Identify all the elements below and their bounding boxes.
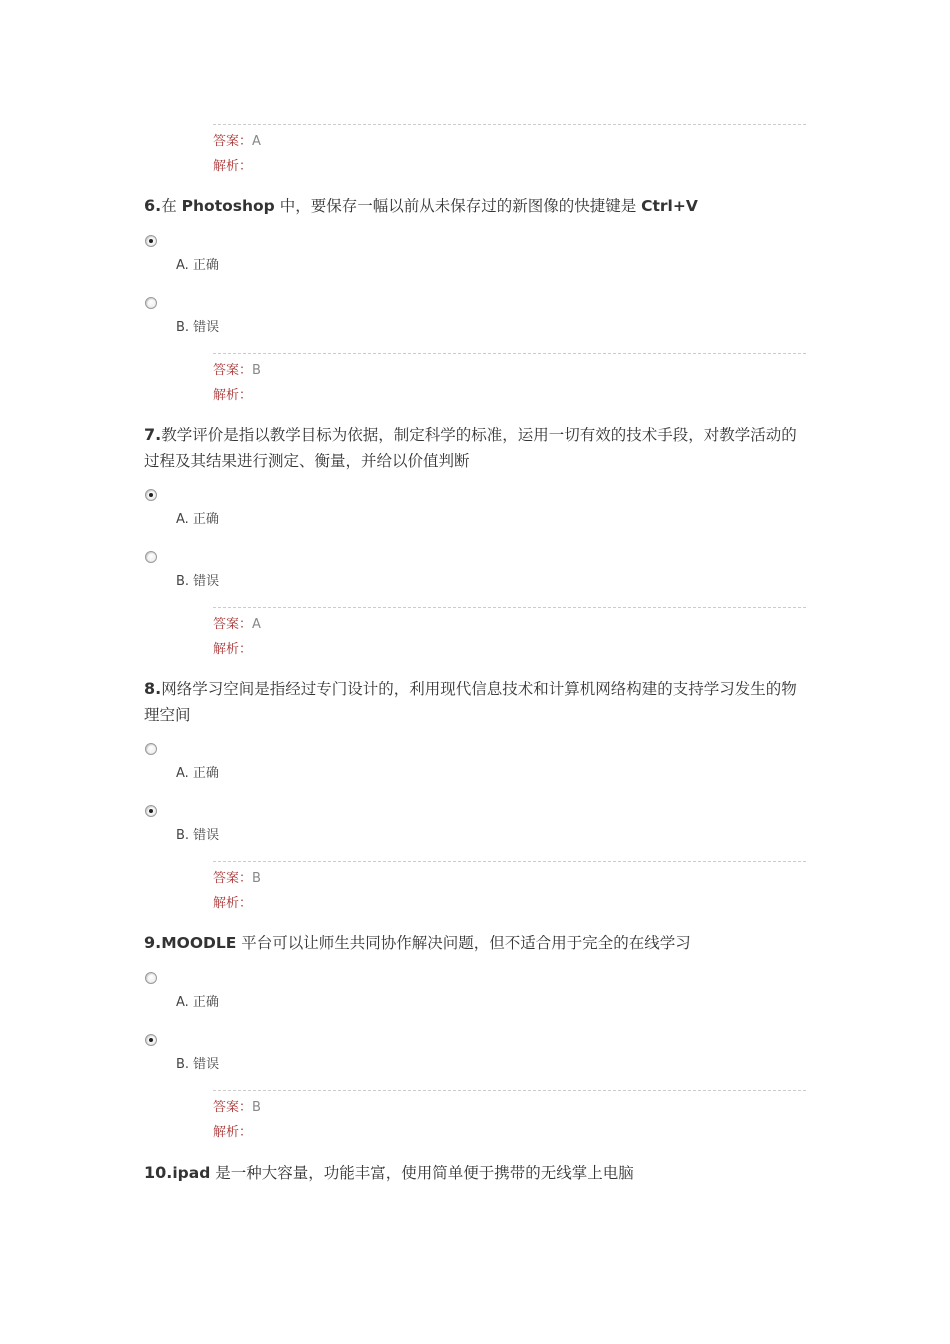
radio-q6-b[interactable]: [145, 297, 157, 309]
analysis-label: 解析：: [213, 896, 253, 911]
answer-line: [213, 358, 806, 383]
option-label-q6-b: B. 错误: [176, 320, 220, 335]
answer-value: A: [252, 134, 261, 149]
analysis-line: [213, 637, 806, 662]
question-number: 6.: [144, 196, 162, 215]
question-6-text: [144, 193, 808, 219]
question-8-text: [144, 676, 808, 728]
option-label-q6-a: A. 正确: [176, 258, 219, 273]
question-number: 7.: [144, 425, 162, 444]
answer-label: 答案：: [213, 363, 253, 378]
answer-value: B: [252, 871, 261, 886]
answer-block-q9: [213, 1090, 806, 1145]
radio-q7-b[interactable]: [145, 551, 157, 563]
analysis-label: 解析：: [213, 1125, 253, 1140]
radio-q8-b[interactable]: [145, 805, 157, 817]
question-number: 8.: [144, 679, 162, 698]
analysis-label: 解析：: [213, 159, 253, 174]
question-stem: 网络学习空间是指经过专门设计的，利用现代信息技术和计算机网络构建的支持学习发生的物理空间: [144, 680, 797, 724]
answer-value: A: [252, 617, 261, 632]
question-number: 10.: [144, 1163, 173, 1182]
option-label-q7-b: B. 错误: [176, 574, 220, 589]
analysis-line: [213, 891, 806, 916]
question-stem: 教学评价是指以教学目标为依据，制定科学的标准，运用一切有效的技术手段，对教学活动的过程及其结果进行测定、衡量，并给以价值判断: [144, 426, 797, 470]
answer-block-q6: [213, 353, 806, 408]
analysis-line: [213, 1120, 806, 1145]
option-label-q7-a: A. 正确: [176, 512, 219, 527]
answer-label: 答案：: [213, 1100, 253, 1115]
option-label-q8-a: A. 正确: [176, 766, 219, 781]
answer-line: [213, 612, 806, 637]
answer-line: [213, 129, 806, 154]
question-stem: MOODLE 平台可以让师生共同协作解决问题，但不适合用于完全的在线学习: [161, 934, 691, 952]
answer-label: 答案：: [213, 617, 253, 632]
answer-block-q5: [213, 124, 806, 179]
question-stem: 在 Photoshop 中，要保存一幅以前从未保存过的新图像的快捷键是 Ctrl+V: [161, 197, 698, 215]
radio-q6-a[interactable]: [145, 235, 157, 247]
answer-line: [213, 866, 806, 891]
question-9-text: [144, 930, 808, 956]
analysis-label: 解析：: [213, 388, 253, 403]
option-label-q9-b: B. 错误: [176, 1057, 220, 1072]
option-label-q8-b: B. 错误: [176, 828, 220, 843]
radio-q8-a[interactable]: [145, 743, 157, 755]
analysis-line: [213, 154, 806, 179]
answer-value: B: [252, 1100, 261, 1115]
question-number: 9.: [144, 933, 162, 952]
answer-value: B: [252, 363, 261, 378]
radio-q9-a[interactable]: [145, 972, 157, 984]
analysis-label: 解析：: [213, 642, 253, 657]
radio-q7-a[interactable]: [145, 489, 157, 501]
answer-label: 答案：: [213, 871, 253, 886]
answer-block-q7: [213, 607, 806, 662]
radio-q9-b[interactable]: [145, 1034, 157, 1046]
analysis-line: [213, 383, 806, 408]
question-7-text: [144, 422, 808, 474]
answer-label: 答案：: [213, 134, 253, 149]
answer-line: [213, 1095, 806, 1120]
answer-block-q8: [213, 861, 806, 916]
option-label-q9-a: A. 正确: [176, 995, 219, 1010]
question-stem: ipad 是一种大容量，功能丰富，使用简单便于携带的无线掌上电脑: [172, 1164, 634, 1182]
question-10-text: [144, 1160, 808, 1186]
